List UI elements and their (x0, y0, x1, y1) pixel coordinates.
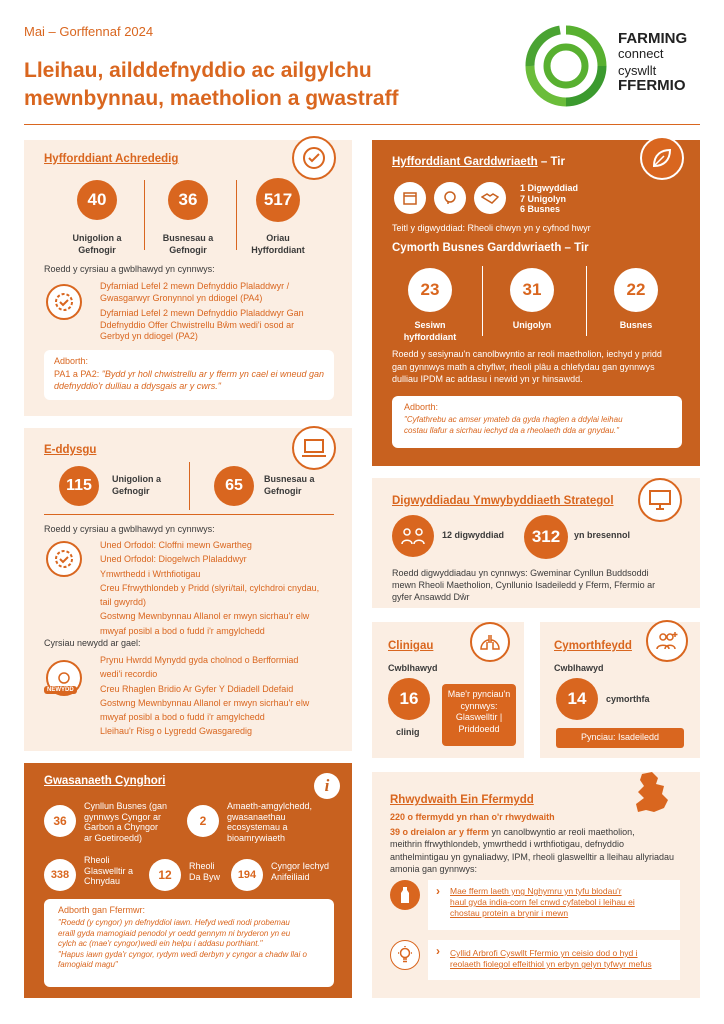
head-icon (434, 182, 466, 214)
wales-map-icon (628, 768, 678, 818)
advisory-stat-5: 194 (231, 859, 263, 891)
user-add-icon (646, 620, 688, 662)
elearning-businesses-label: Busnesau a Gefnogir (264, 474, 315, 496)
network-heading: Rhwydwaith Ein Ffermydd (390, 794, 534, 806)
horti-topic: Teitl y digwyddiad: Rheoli chwyn yn y cyfnod hwyr (392, 223, 591, 233)
horti-divider-2 (586, 266, 587, 336)
horti-feedback: Adborth: "Cyfathrebu ac amser ymateb da gyda rhaglen a ddylai leihau costau llafur a sicrhau iechyd da a rheolaeth dda ar gnydau." (392, 396, 682, 448)
strategic-heading: Digwyddiadau Ymwybyddiaeth Strategol (392, 495, 614, 507)
logo-icon (524, 24, 608, 108)
elearning-divider (189, 462, 190, 510)
lightbulb-icon (390, 940, 420, 970)
stat-divider-2 (236, 180, 237, 250)
elearning-new-courses: Prynu Hwrdd Mynydd gyda cholnod o Berfformiad wedi'i recordio Creu Rhaglen Bridio Ar Gyfer Y Ddiadell Ddefaid Gostwng Mewnbynnau Allanol er mwyn sicrhau'r elw mwyaf posibl a bod o fudd i'r amgylchedd Lleihau'r Risg o Lygredd Gwasgaredig (100, 655, 310, 737)
accredited-course-2: Dyfarniad Lefel 2 mewn Defnyddio Plaladdwyr Gan Ddefnyddio Offer Chwistrellu Bŵm wedi'i osod ar Gerbyd yn ddiogel (PA2) (100, 308, 304, 341)
stat-individuals-label: Unigolion a Gefnogir (72, 233, 122, 255)
advisory-stat-1: 36 (44, 805, 76, 837)
mentoring-topics: Pynciau: Isadeiledd (556, 728, 684, 748)
header-divider (24, 124, 700, 125)
horti-businesses-label: Busnes (619, 320, 653, 330)
advisory-feedback: Adborth gan Ffermwr: "Roedd (y cyngor) yn defnyddiol iawn. Hefyd wedi nodi probemau eraill gyda mamogiaid penodol yr oedd gennym ni bryderon yn eu cylch ac (mae'r cyngor)wedi ein helpu i addasu porthiant." "Hapus iawn gyda'r cyngor, rydym wedi derbyn y cyngor a chadw llai o famogiaid magu" (44, 899, 334, 987)
clinics-count: 16 (388, 678, 430, 720)
stat-hours: 517 (256, 178, 300, 222)
advisory-label-2: Amaeth-amgylchedd, gwasanaethau ecosystemau a bioamrywiaeth (227, 801, 313, 843)
elearning-heading: E-ddysgu (44, 444, 97, 456)
gear-check-icon (46, 284, 82, 320)
accredited-heading: Hyfforddiant Achrededig (44, 153, 179, 165)
strategic-events: 12 digwyddiad (442, 530, 505, 540)
stat-businesses: 36 (168, 180, 208, 220)
strategic-panel (372, 478, 700, 608)
date-range: Mai – Gorffennaf 2024 (24, 24, 154, 39)
mentoring-sub: Cwblhawyd (554, 663, 604, 673)
handshake-icon (474, 182, 506, 214)
horti-heading: Hyfforddiant Garddwriaeth – Tir (392, 156, 565, 168)
stat-businesses-label: Busnesau a Gefnogir (162, 233, 214, 255)
elearning-courses: Uned Orfodol: Cloffni mewn Gwartheg Uned Orfodol: Diogelwch Plaladdwyr Ymwrthedd i Wrthfiotigau Creu Ffrwythlondeb y Pridd (slyri/tail, cylchdroi cnydau, tail gwyrdd) Gostwng Mewnbynnau Allanol er mwyn sicrhau'r elw mwyaf posibl a bod o fudd i'r amgylchedd (100, 540, 320, 636)
horti-stats: 1 Digwyddiad 7 Unigolyn 6 Busnes (520, 183, 579, 214)
horti-individuals-label: Unigolyn (512, 320, 552, 330)
new-badge: NEWYDD (44, 686, 77, 694)
strategic-attendees-label: yn bresennol (574, 530, 631, 540)
milk-bottle-icon (390, 880, 420, 910)
horti-businesses: 22 (614, 268, 658, 312)
mentoring-heading: Cymorthfeydd (554, 640, 632, 652)
network-panel (372, 772, 700, 998)
title-line-1: Lleihau, ailddefnyddio ac ailgylchu (24, 59, 372, 82)
network-body: 39 o dreialon ar y fferm yn canolbwyntio ar reoli maetholion, meithrin ffrwythlondeb, ymwrthedd i wrthfiotigau, defnyddio anthelmintigau yn gynaliadwy, IPM, rheoli glaswelltir a lleihau allyriadau amonia gan gynnwys: (390, 827, 674, 874)
clinics-topics: Mae'r pynciau'n cynnwys: Glaswelltir | Priddoedd (442, 684, 516, 746)
laptop-icon (292, 426, 336, 470)
horti-subheading: Cymorth Busnes Garddwriaeth – Tir (392, 242, 589, 254)
logo-text: FARMING connect cyswllt FFERMIO (618, 30, 688, 94)
network-farms: 220 o ffermydd yn rhan o'r rhwydwaith (390, 812, 555, 822)
calendar-icon (394, 182, 426, 214)
clinics-panel (372, 622, 524, 758)
horti-body: Roedd y sesiynau'n canolbwyntio ar reoli maetholion, iechyd y pridd gan gynnwys math a chyflwr, rheoli plâu a chlefydau gan gynnwys dulliau IPDM ac addasu i newid yn yr hinsawdd. (392, 349, 662, 384)
advisory-label-1: Cynllun Busnes (gan gynnwys Cyngor ar Garbon a Chyngor ar Goetiroedd) (84, 801, 168, 843)
horti-individuals: 31 (510, 268, 554, 312)
advisory-stat-2: 2 (187, 805, 219, 837)
horti-sessions-label: Sesiwn hyfforddiant (403, 320, 457, 342)
advisory-heading: Gwasanaeth Cynghori (44, 775, 166, 787)
accredited-course-1: Dyfarniad Lefel 2 mewn Defnyddio Plaladdwyr / Gwasgarwyr Gronynnol yn ddiogel (PA4) (100, 281, 290, 303)
stat-divider (144, 180, 145, 250)
mentoring-panel (540, 622, 700, 758)
elearning-new-intro: Cyrsiau newydd ar gael: (44, 638, 141, 648)
elearning-panel (24, 428, 352, 751)
advisory-label-3: Rheoli Glaswelltir a Chnydau (84, 855, 134, 886)
network-link-2[interactable]: Cyllid Arbrofi Cyswllt Ffermio yn ceisio dod o hyd i reolaeth fiolegol effeithiol yn erbyn gelyn tyfwyr mefus (450, 948, 652, 969)
elearning-individuals: 115 (59, 466, 99, 506)
accredited-intro: Roedd y cyrsiau a gwblhawyd yn cynnwys: (44, 264, 215, 274)
accredited-feedback: Adborth: PA1 a PA2: "Bydd yr holl chwistrellu ar y fferm yn cael ei wneud gan ddefnyddio'r dulliau a ddysgais ar y cwrs." (44, 350, 334, 400)
advisory-panel (24, 763, 352, 998)
title-line-2: mewnbynnau, maetholion a gwastraff (24, 87, 399, 110)
elearning-businesses: 65 (214, 466, 254, 506)
lungs-icon (470, 622, 510, 662)
elearning-intro: Roedd y cyrsiau a gwblhawyd yn cynnwys: (44, 524, 215, 534)
advisory-stat-4: 12 (149, 859, 181, 891)
mentoring-label: cymorthfa (606, 694, 650, 704)
leaf-icon (640, 136, 684, 180)
advisory-stat-3: 338 (44, 859, 76, 891)
stat-individuals: 40 (77, 180, 117, 220)
mentoring-count: 14 (556, 678, 598, 720)
clinics-heading: Clinigau (388, 640, 434, 652)
horti-divider (482, 266, 483, 336)
elearning-rule (44, 514, 334, 515)
accredited-panel (24, 140, 352, 416)
strategic-attendees: 312 (524, 515, 568, 559)
advisory-label-5: Cyngor Iechyd Anifeiliaid (271, 861, 330, 882)
elearning-individuals-label: Unigolion a Gefnogir (112, 474, 161, 496)
clinics-label: clinig (396, 727, 420, 737)
advisory-label-4: Rheoli Da Byw (189, 861, 221, 882)
gear-check-icon (46, 541, 82, 577)
stat-hours-label: Oriau Hyfforddiant (251, 233, 305, 255)
page-title (24, 57, 399, 113)
clinics-sub: Cwblhawyd (388, 663, 438, 673)
network-link-1[interactable]: Mae fferm laeth yng Nghymru yn tyfu blodau'r haul gyda india-corn fel cnwd cyfatebol i leihau ei chostau protein a brynir i mewn (450, 886, 635, 918)
horti-sessions: 23 (408, 268, 452, 312)
presentation-icon (638, 478, 682, 522)
network-link-card-2[interactable]: › Cyllid Arbrofi Cyswllt Ffermio yn ceisio dod o hyd i reolaeth fiolegol effeithiol yn erbyn gelyn tyfwyr mefus (428, 940, 680, 980)
network-link-card-1[interactable]: › Mae fferm laeth yng Nghymru yn tyfu blodau'r haul gyda india-corn fel cnwd cyfatebol i leihau ei chostau protein a brynir i mewn (428, 880, 680, 930)
people-icon (392, 515, 434, 557)
info-icon: i (314, 773, 340, 799)
strategic-body: Roedd digwyddiadau yn cynnwys: Gweminar Cynllun Buddsoddi mewn Rheoli Maetholion, Cynllunio Isadeiledd y Fferm, Ffermio ar gyfer Ansawdd Dŵr (392, 568, 656, 602)
award-icon (292, 136, 336, 180)
horti-panel (372, 140, 700, 466)
